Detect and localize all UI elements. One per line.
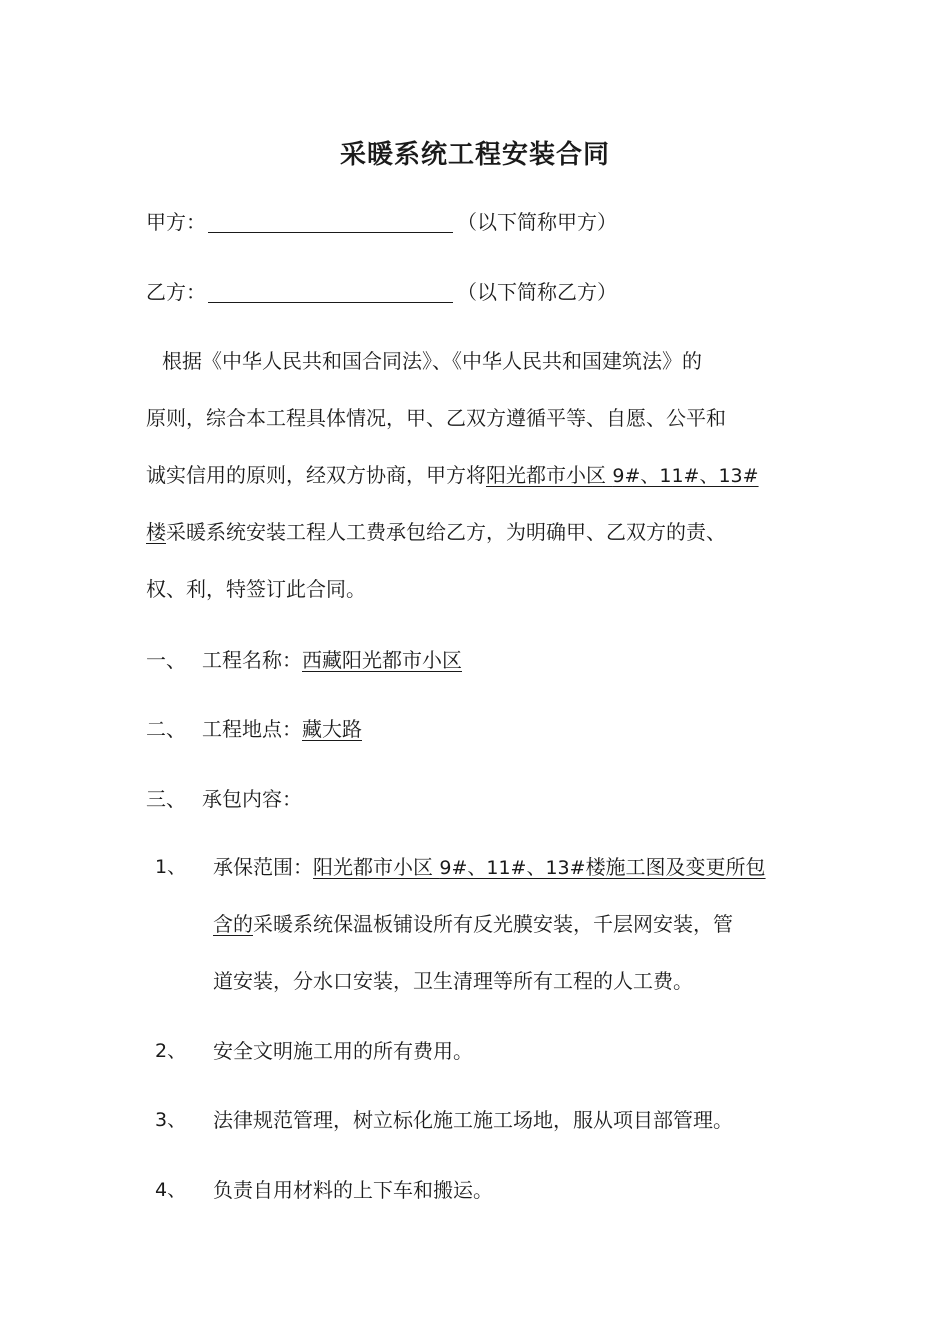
item-marker: 3、: [155, 1109, 187, 1131]
item-1-line-2-underlined: 含的: [213, 912, 253, 936]
intro-line-3: [146, 461, 759, 490]
section-value: 西藏阳光都市小区: [302, 648, 462, 672]
section-project-location: [146, 715, 362, 743]
section-contract-content: [146, 785, 302, 813]
item-1-project-underlined: 阳光都市小区: [313, 855, 440, 879]
section-marker: 一、: [146, 648, 186, 672]
item-1-prefix: 承保范围：: [213, 855, 313, 879]
section-label: 工程地点：: [202, 717, 302, 741]
party-a-line: [146, 208, 617, 236]
item-1-line-1: [213, 853, 766, 882]
party-b-blank: [208, 280, 453, 303]
item-1-line-2-rest: 采暖系统保温板铺设所有反光膜安装，千层网安装，管: [253, 912, 733, 936]
item-3-text: 法律规范管理，树立标化施工施工场地，服从项目部管理。: [213, 1108, 733, 1132]
intro-line-1: 根据《中华人民共和国合同法》、《中华人民共和国建筑法》的: [162, 349, 702, 373]
intro-line-4-rest: 采暖系统安装工程人工费承包给乙方，为明确甲、乙双方的责、: [166, 520, 726, 544]
party-a-suffix: （以下简称甲方）: [457, 210, 617, 234]
intro-line-4: [146, 518, 726, 546]
item-2-text: 安全文明施工用的所有费用。: [213, 1039, 473, 1063]
section-label: 承包内容：: [202, 787, 302, 811]
item-marker: 2、: [155, 1040, 187, 1062]
party-a-blank: [208, 210, 453, 233]
item-1-line-2: [213, 910, 733, 938]
item-marker: 1、: [155, 856, 187, 878]
intro-line-5: 权、利，特签订此合同。: [146, 577, 366, 601]
party-b-line: [146, 278, 617, 306]
project-name-underlined: 阳光都市小区: [486, 463, 613, 487]
section-marker: 二、: [146, 717, 186, 741]
document-title: 采暖系统工程安装合同: [339, 140, 610, 170]
item-1-line-3: 道安装，分水口安装，卫生清理等所有工程的人工费。: [213, 969, 693, 993]
building-numbers-underlined: 9#、11#、13#: [612, 465, 759, 487]
section-label: 工程名称：: [202, 648, 302, 672]
party-a-label: 甲方：: [146, 210, 206, 234]
item-4-text: 负责自用材料的上下车和搬运。: [213, 1178, 493, 1202]
section-marker: 三、: [146, 787, 186, 811]
party-b-suffix: （以下简称乙方）: [457, 280, 617, 304]
building-suffix-underlined: 楼: [146, 520, 166, 544]
section-project-name: [146, 646, 462, 674]
item-1-building-numbers: 9#、11#、13#: [439, 857, 586, 879]
intro-line-2: 原则，综合本工程具体情况，甲、乙双方遵循平等、自愿、公平和: [146, 406, 726, 430]
item-1-scope-underlined: 楼施工图及变更所包: [585, 855, 766, 879]
item-marker: 4、: [155, 1179, 187, 1201]
intro-line-3-prefix: 诚实信用的原则，经双方协商，甲方将: [146, 463, 486, 487]
party-b-label: 乙方：: [146, 280, 206, 304]
section-value: 藏大路: [302, 717, 362, 741]
